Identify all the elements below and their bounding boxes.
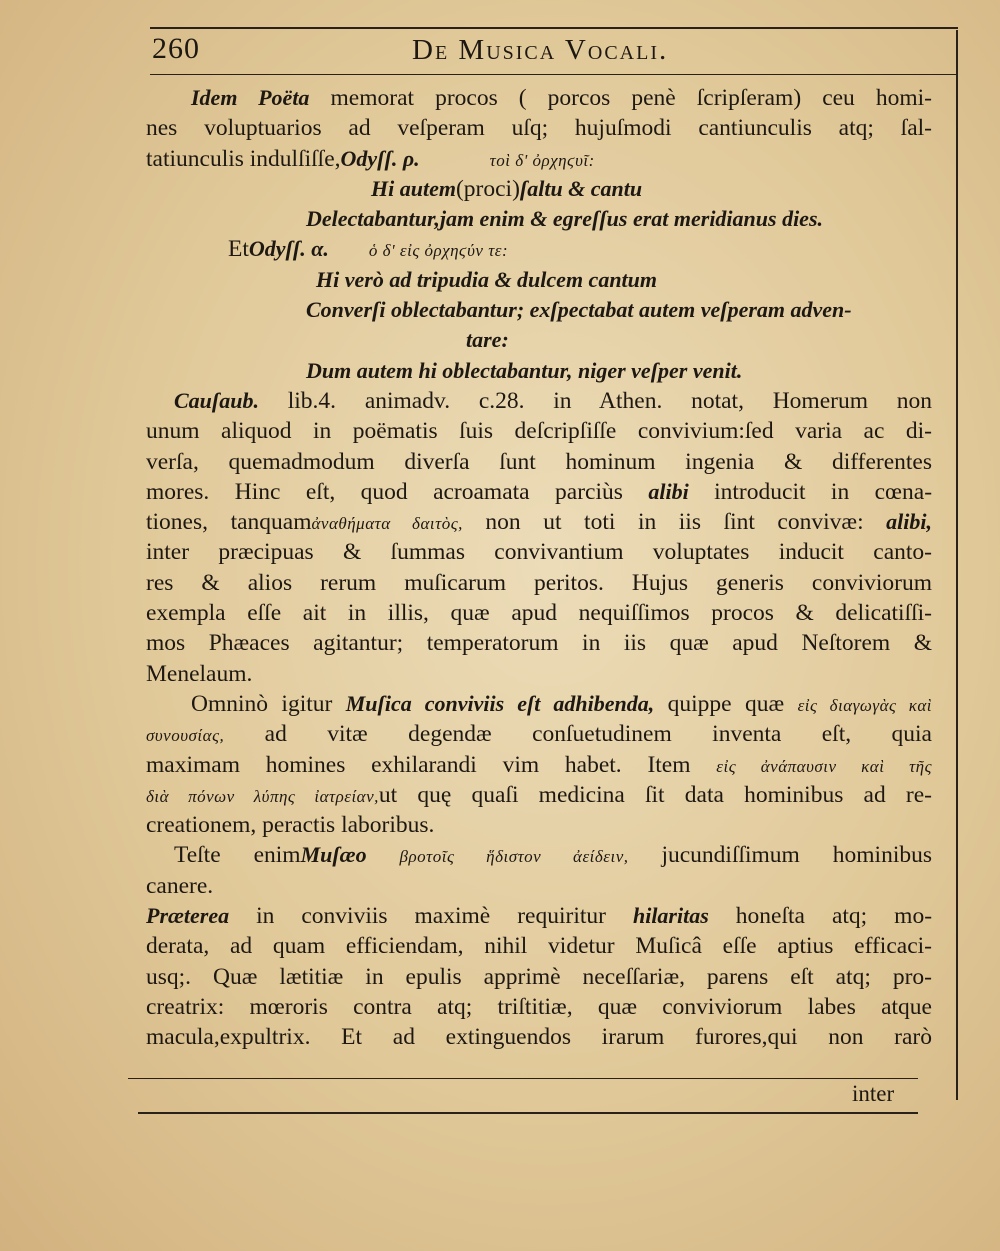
text-line: res & alios rerum muſicarum peritos. Hujus generis conviviorum xyxy=(146,569,933,596)
greek-quote: διὰ πόνων λύπης ἰατρείαν, xyxy=(146,786,379,806)
text-line: tiones, tanquamἀναθήματα δαιτὸς, non ut toti in iis ſint convivæ: alibi, xyxy=(146,509,932,536)
text-line: tatiunculis indulſiſſe,Odyſſ. ρ. τοὶ δ' ὀρχηϛυῖ: xyxy=(146,145,595,172)
text-line: Idem Poëta memorat procos ( porcos penè ſcripſeram) ceu homi- xyxy=(191,85,932,111)
right-margin-rule xyxy=(956,30,958,1100)
text-line: mos Phæaces agitantur; temperatorum in iis quæ apud Neſtorem & xyxy=(146,630,932,657)
text-line: EtOdyſſ. α. ὁ δ' εἰς ὀρχηϛύν τε: xyxy=(228,236,509,263)
text-line: usq;. Quæ lætitiæ in epulis apprimè neceſſariæ, parens eſt atq; pro- xyxy=(146,963,932,990)
greek-quote: ὁ δ' εἰς ὀρχηϛύν τε: xyxy=(368,241,509,261)
bottom-rule xyxy=(128,1078,918,1079)
page-number: 260 xyxy=(152,32,200,65)
greek-quote: τοὶ δ' ὀρχηϛυῖ: xyxy=(489,150,595,170)
header-rule xyxy=(150,74,958,75)
greek-quote: εἰς διαγωγὰς καὶ xyxy=(797,695,933,715)
top-rule xyxy=(150,27,958,29)
greek-quote: ἀναθήματα δαιτὸς, xyxy=(311,514,463,534)
verse-line: Converſi oblectabantur; exſpectabat autem veſperam adven- xyxy=(306,297,852,323)
catchword: inter xyxy=(852,1081,895,1106)
text-line: Menelaum. xyxy=(146,660,253,687)
text-line: inter præcipuas & ſummas convivantium voluptates inducit canto- xyxy=(146,539,932,566)
text-line: συνουσίας, ad vitæ degendæ conſuetudinem inventa eſt, quia xyxy=(146,721,932,748)
text-line: unum aliquod in poëmatis ſuis deſcripſiſſe convivium:ſed varia ac di- xyxy=(146,418,932,445)
bottom-rule-heavy xyxy=(138,1112,918,1114)
text-line: derata, ad quam efficiendam, nihil videtur Muſicâ eſſe aptius efficaci- xyxy=(146,933,932,960)
text-line: mores. Hinc eſt, quod acroamata parciùs alibi introducit in cœna- xyxy=(146,478,933,505)
text-line: canere. xyxy=(146,872,214,899)
body-text xyxy=(146,83,932,1053)
text-line: exempla eſſe ait in illis, quæ apud nequiſſimos procos & delicatiſſi- xyxy=(146,600,932,627)
verse-line: Hi verò ad tripudia & dulcem cantum xyxy=(316,266,658,292)
text-line: maximam homines exhilarandi vim habet. Item εἰς ἀνάπαυσιν καὶ τῆς xyxy=(146,751,933,778)
greek-quote: συνουσίας, xyxy=(146,726,225,746)
greek-quote: εἰς ἀνάπαυσιν καὶ τῆς xyxy=(716,756,933,776)
text-line: Omninò igitur Muſica conviviis eſt adhibenda, quippe quæ εἰς διαγωγὰς καὶ xyxy=(191,690,933,717)
text-line: nes voluptuarios ad veſperam uſq; hujuſmodi cantiunculis atq; ſal- xyxy=(146,115,932,142)
text-line: verſa, quemadmodum diverſa ſunt hominum ingenia & differentes xyxy=(146,448,932,475)
greek-quote: βροτοῖς ἥδιστον ἀείδειν, xyxy=(399,847,629,867)
text-line: creationem, peractis laboribus. xyxy=(146,812,435,839)
text-line: Hi autem(proci)ſaltu & cantu xyxy=(371,175,643,202)
text-line: Cauſaub. lib.4. animadv. c.28. in Athen. notat, Homerum non xyxy=(174,387,932,414)
text-line: creatrix: mœroris contra atq; triſtitiæ, quæ conviviorum labes atque xyxy=(146,993,932,1020)
text-line: macula,expultrix. Et ad extinguendos irarum furores,qui non rarò xyxy=(146,1024,933,1051)
running-title: De Musica Vocali. xyxy=(412,34,669,66)
text-line: Teſte enimMuſæo βροτοῖς ἥδιστον ἀείδειν, jucundiſſimum hominibus xyxy=(174,842,933,869)
text-line: Præterea in conviviis maximè requiritur hilaritas honeſta atq; mo- xyxy=(146,903,933,930)
verse-line: Dum autem hi oblectabantur, niger veſper venit. xyxy=(306,357,743,383)
text-line: διὰ πόνων λύπης ἰατρείαν,ut quę quaſi medicina ſit data hominibus ad re- xyxy=(146,781,932,808)
verse-line: tare: xyxy=(466,327,509,353)
verse-line: Delectabantur,jam enim & egreſſus erat meridianus dies. xyxy=(306,206,824,232)
